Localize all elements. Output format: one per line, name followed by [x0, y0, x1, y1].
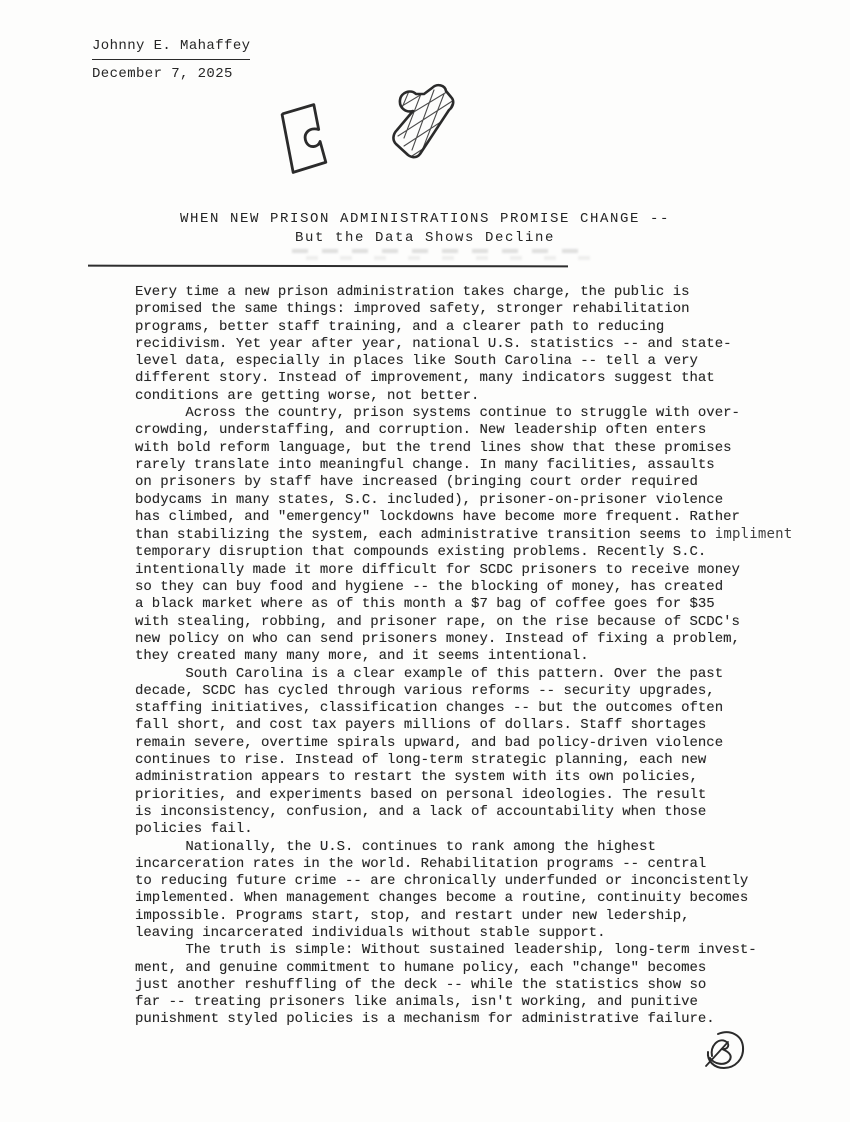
text-line: rarely translate into meaningful change. In many facilities, assaults [135, 456, 715, 473]
text-line: implemented. When management changes become a routine, continuity becomes [135, 890, 749, 907]
text-line: conditions are getting worse, not better. [135, 387, 480, 404]
text-line: far -- treating prisoners like animals, isn't working, and punitive [135, 994, 698, 1011]
document-header [92, 34, 250, 86]
puzzle-piece-outline-icon [268, 100, 340, 178]
text-line: Across the country, prison systems continue to struggle with over- [135, 405, 740, 422]
text-line: they created many many more, and it seems intentional. [135, 648, 589, 665]
text-line: incarceration rates in the world. Rehabilitation programs -- central [135, 855, 707, 872]
text-line: with bold reform language, but the trend lines show that these promises [135, 439, 732, 456]
document-subtitle: But the Data Shows Decline [294, 230, 556, 246]
document-date: December 7, 2025 [92, 66, 233, 82]
signature-scribble-icon [698, 1028, 750, 1076]
paragraph [135, 405, 825, 665]
text-line: so they can buy food and hygiene -- the blocking of money, has created [135, 579, 724, 596]
erased-text-smudge [292, 247, 592, 261]
document-body [135, 284, 825, 1029]
text-line: promised the same things: improved safety, stronger rehabilitation [135, 301, 690, 318]
text-line: Every time a new prison administration takes charge, the public is [135, 284, 690, 300]
text-line: The truth is simple: Without sustained leadership, long-term invest- [135, 942, 757, 959]
text-line: leaving incarcerated individuals without stable support. [135, 924, 606, 941]
title-divider-line [88, 265, 568, 268]
text-line: level data, especially in places like South Carolina -- tell a very [135, 353, 698, 370]
text-line: programs, better staff training, and a clearer path to reducing [135, 318, 665, 335]
text-line: staffing initiatives, classification changes -- but the outcomes often [135, 700, 724, 717]
hatched-puzzle-piece-icon [382, 82, 460, 164]
text-line: recidivism. Yet year after year, national U.S. statistics -- and state- [135, 335, 732, 352]
text-line: fall short, and cost tax payers millions of dollars. Staff shortages [135, 717, 707, 734]
text-line: Nationally, the U.S. continues to rank among the highest [135, 838, 656, 855]
document-title: WHEN NEW PRISON ADMINISTRATIONS PROMISE CHANGE -- [179, 211, 671, 227]
text-line: intentionally made it more difficult for SCDC prisoners to receive money [135, 561, 740, 578]
text-line: bodycams in many states, S.C. included), prisoner-on-prisoner violence [135, 491, 724, 508]
text-line: administration appears to restart the system with its own policies, [135, 769, 698, 786]
text-line: on prisoners by staff have increased (bringing court order required [135, 474, 698, 491]
text-line: new policy on who can send prisoners money. Instead of fixing a problem, [135, 630, 740, 647]
text-line: impossible. Programs start, stop, and restart under new ledership, [135, 907, 690, 924]
text-line: ment, and genuine commitment to humane policy, each "change" becomes [135, 959, 707, 976]
text-line: policies fail. [135, 821, 253, 838]
inserted-word: impliment [714, 526, 793, 543]
text-line: priorities, and experiments based on personal ideologies. The result [135, 786, 707, 803]
paragraph [135, 839, 825, 943]
text-line: punishment styled policies is a mechanism for administrative failure. [135, 1011, 715, 1028]
text-line: crowding, understaffing, and corruption. New leadership often enters [135, 422, 707, 439]
title-block [0, 210, 850, 248]
text-line: decade, SCDC has cycled through various reforms -- security upgrades, [135, 682, 715, 699]
text-line: different story. Instead of improvement, many indicators suggest that [135, 370, 715, 387]
paragraph [135, 942, 825, 1028]
text-line: temporary disruption that compounds existing problems. Recently S.C. [135, 544, 707, 561]
text-line: South Carolina is a clear example of this pattern. Over the past [135, 665, 724, 682]
text-line: is inconsistency, confusion, and a lack of accountability when those [135, 803, 707, 820]
text-line: continues to rise. Instead of long-term strategic planning, each new [135, 752, 707, 769]
paragraph [135, 666, 825, 839]
text-line: with stealing, robbing, and prisoner rape, on the rise because of SCDC's [135, 613, 740, 630]
text-line: has climbed, and "emergency" lockdowns have become more frequent. Rather [135, 508, 740, 525]
text-line: remain severe, overtime spirals upward, and bad policy-driven violence [135, 734, 724, 751]
text-line: just another reshuffling of the deck -- while the statistics show so [135, 976, 707, 993]
author-name: Johnny E. Mahaffey [92, 34, 250, 60]
text-line: a black market where as of this month a $7 bag of coffee goes for $35 [135, 596, 715, 613]
paragraph [135, 284, 825, 405]
text-line: than stabilizing the system, each administrative transition seems to impliment [135, 526, 793, 544]
text-line: to reducing future crime -- are chronically underfunded or inconcistently [135, 873, 749, 890]
